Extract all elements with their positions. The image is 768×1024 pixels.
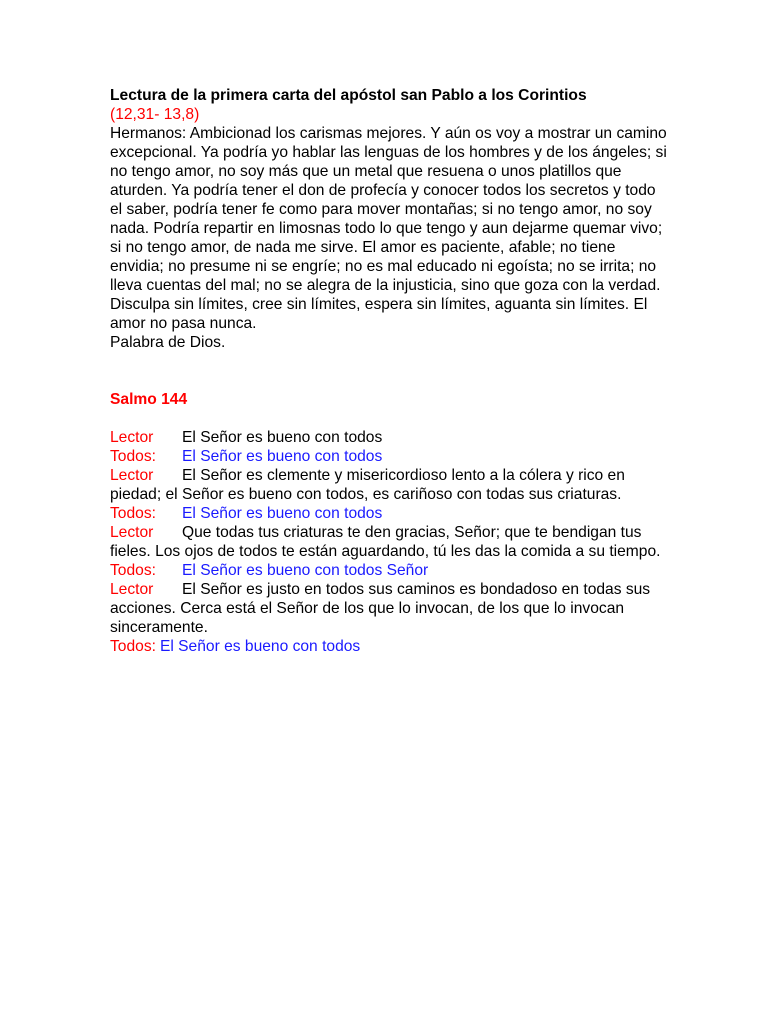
psalm-role: Lector — [110, 467, 154, 484]
document-page — [110, 86, 670, 656]
reading-title: Lectura de la primera carta del apóstol san Pablo a los Corintios — [110, 87, 587, 104]
reading-section — [110, 86, 670, 352]
psalm-line — [110, 447, 670, 466]
psalm-line — [110, 637, 670, 656]
psalm-response: El Señor es bueno con todos — [159, 638, 361, 655]
psalm-role: Lector — [110, 524, 154, 541]
psalm-verse: El Señor es clemente y misericordioso lento a la cólera y rico en piedad; el Señor es bueno con todos, es cariñoso con todas sus criaturas. — [110, 467, 625, 503]
psalm-line — [110, 523, 670, 561]
psalm-role: Todos: — [110, 505, 156, 522]
spacer — [110, 352, 670, 371]
psalm-line — [110, 561, 670, 580]
reading-text: Hermanos: Ambicionad los carismas mejores. Y aún os voy a mostrar un camino excepcional. Ya podría yo hablar las lenguas de los hombres y de los ángeles; si no tengo amor, no soy más que un metal que resuena o unos platillos que aturden. Ya podría tener el don de profecía y conocer todos los secretos y todo el saber, podría tener fe como para mover montañas; si no tengo amor, no soy nada. Podría repartir en limosnas todo lo que tengo y aun dejarme quemar vivo; si no tengo amor, de nada me sirve. El amor es paciente, afable; no tiene envidia; no presume ni se engríe; no es mal educado ni egoísta; no se irrita; no lleva cuentas del mal; no se alegra de la injusticia, sino que goza con la verdad. Disculpa sin límites, cree sin límites, espera sin límites, aguanta sin límites. El amor no pasa nunca. — [110, 125, 667, 332]
psalm-line — [110, 504, 670, 523]
psalm-verse: Que todas tus criaturas te den gracias, Señor; que te bendigan tus fieles. Los ojos de todos te están aguardando, tú les das la comida a su tiempo. — [110, 524, 661, 560]
psalm-verse: El Señor es justo en todos sus caminos es bondadoso en todas sus acciones. Cerca está el Señor de los que lo invocan, de los que lo invocan sinceramente. — [110, 581, 651, 636]
psalm-response: El Señor es bueno con todos — [182, 505, 383, 522]
psalm-line — [110, 580, 670, 637]
psalm-line — [110, 466, 670, 504]
reading-reference: (12,31- 13,8) — [110, 106, 200, 123]
spacer — [110, 409, 670, 428]
psalm-line — [110, 428, 670, 447]
psalm-title: Salmo 144 — [110, 391, 188, 408]
psalm-role: Lector — [110, 581, 154, 598]
psalm-response: El Señor es bueno con todos — [182, 448, 383, 465]
psalm-role: Todos: — [110, 562, 156, 579]
psalm-verse: El Señor es bueno con todos — [182, 429, 383, 446]
psalm-role: Lector — [110, 429, 154, 446]
psalm-response: El Señor es bueno con todos Señor — [182, 562, 429, 579]
psalm-role: Todos: — [110, 638, 156, 655]
reading-closing: Palabra de Dios. — [110, 334, 226, 351]
psalm-role: Todos: — [110, 448, 156, 465]
psalm-section — [110, 390, 670, 656]
